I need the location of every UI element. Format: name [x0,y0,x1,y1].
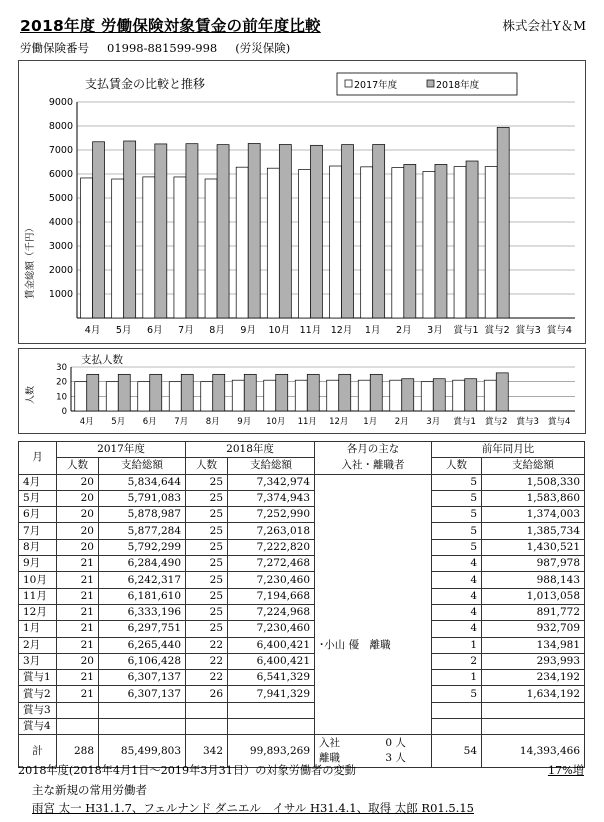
table-row [19,572,585,588]
total-2018: 7,230,460 [228,621,315,637]
bar-2018 [404,164,416,318]
bar-2018 [181,374,193,411]
changes-note [315,686,432,702]
header-month: 月 [19,442,57,475]
x-tick-label: 12月 [330,325,353,336]
total-2017: 5,834,644 [99,474,186,490]
y-tick-label: 2000 [48,265,73,276]
changes-note [315,702,432,718]
month-cell: 賞与3 [19,702,57,718]
month-cell: 6月 [19,507,57,523]
changes-note [315,604,432,620]
x-tick-label: 4月 [84,325,101,336]
bar-2017 [485,167,497,318]
join-unit: 人 [395,737,406,750]
people-diff [432,719,482,735]
month-cell: 7月 [19,523,57,539]
x-tick-label: 8月 [205,417,220,427]
y-tick-label: 4000 [48,217,73,228]
total-people-diff: 54 [432,735,482,768]
x-tick-label: 11月 [299,325,322,336]
people-2018: 25 [186,572,228,588]
y-axis-label: 人数 [26,385,36,405]
total-diff: 1,508,330 [482,474,585,490]
bar-2017 [327,380,339,411]
bar-2017 [423,171,435,318]
bar-2017 [143,177,155,318]
legend-swatch-2017 [345,80,352,87]
bar-2017 [138,382,150,411]
bar-2018 [307,374,319,411]
x-tick-label: 2月 [394,417,409,427]
people-2017: 20 [57,490,99,506]
people-2018: 25 [186,474,228,490]
x-tick-label: 1月 [364,325,381,336]
people-2017: 21 [57,556,99,572]
bar-2017 [298,170,310,318]
total-2017: 6,181,610 [99,588,186,604]
bar-2018 [93,142,105,318]
x-tick-label: 10月 [268,325,291,336]
bar-2018 [276,374,288,411]
bar-2018 [244,374,256,411]
x-tick-label: 10月 [266,417,286,427]
changes-note: ･小山 優 離職 [315,637,432,653]
y-tick-label: 1000 [48,289,73,300]
changes-note [315,621,432,637]
people-diff: 4 [432,556,482,572]
legend-label-2018: 2018年度 [436,80,480,91]
total-2018: 7,374,943 [228,490,315,506]
total-2017: 5,877,284 [99,523,186,539]
people-diff: 4 [432,572,482,588]
month-cell: 賞与4 [19,719,57,735]
total-diff [482,702,585,718]
people-2018: 22 [186,670,228,686]
people-2018: 25 [186,523,228,539]
people-2018: 25 [186,604,228,620]
people-diff: 5 [432,507,482,523]
table-row [19,670,585,686]
y-tick-label: 0 [61,407,67,417]
total-2018: 7,224,968 [228,604,315,620]
total-2017 [99,702,186,718]
bar-2017 [453,380,465,411]
wage-chart [19,61,585,343]
total-diff: 1,374,003 [482,507,585,523]
bar-2017 [169,382,181,411]
bar-2017 [205,179,217,318]
bar-2018 [370,374,382,411]
people-diff: 4 [432,588,482,604]
total-2018: 7,342,974 [228,474,315,490]
table-row [19,621,585,637]
total-diff: 1,013,058 [482,588,585,604]
x-tick-label: 5月 [115,325,132,336]
x-tick-label: 12月 [329,417,349,427]
insurance-number: 01998-881599-998 [107,41,218,55]
bar-2017 [392,168,404,318]
bar-2018 [466,161,478,318]
bar-2017 [81,178,93,318]
bar-2018 [435,164,447,318]
total-2017: 6,242,317 [99,572,186,588]
people-2017: 21 [57,572,99,588]
leave-unit: 人 [395,752,406,765]
x-tick-label: 賞与1 [453,417,476,427]
changes-note [315,719,432,735]
total-2017: 5,878,987 [99,507,186,523]
month-cell: 12月 [19,604,57,620]
headcount-chart [19,349,585,433]
people-2017: 20 [57,523,99,539]
x-tick-label: 賞与2 [484,325,510,336]
total-diff: 987,978 [482,556,585,572]
chart-title: 支払人数 [81,354,123,366]
total-diff: 234,192 [482,670,585,686]
bar-2017 [295,380,307,411]
changes-note [315,507,432,523]
month-cell: 10月 [19,572,57,588]
people-diff: 5 [432,523,482,539]
total-2018 [228,702,315,718]
bar-2017 [361,167,373,318]
people-2018: 25 [186,490,228,506]
header-yoy: 前年同月比 [432,442,585,458]
x-tick-label: 11月 [297,417,317,427]
x-tick-label: 8月 [209,325,225,336]
total-label: 計 [19,735,57,768]
headcount-chart-frame [18,348,586,434]
people-2017: 21 [57,670,99,686]
bar-2017 [201,382,213,411]
people-diff: 1 [432,637,482,653]
people-diff [432,702,482,718]
people-2017: 21 [57,604,99,620]
month-cell: 4月 [19,474,57,490]
changes-note [315,474,432,490]
join-count: 0 [385,737,393,750]
total-diff [482,719,585,735]
x-tick-label: 賞与1 [453,325,479,336]
bar-2018 [87,374,99,411]
table-row [19,702,585,718]
x-tick-label: 賞与3 [515,325,541,336]
total-2018: 7,252,990 [228,507,315,523]
total-2017: 6,106,428 [99,653,186,669]
total-2018: 7,263,018 [228,523,315,539]
table-row [19,523,585,539]
bar-2018 [118,374,130,411]
y-tick-label: 20 [56,377,67,388]
total-diff: 1,583,860 [482,490,585,506]
people-2017: 21 [57,588,99,604]
month-cell: 8月 [19,539,57,555]
header-changes-1: 各月の主な [315,442,432,458]
y-tick-label: 10 [56,392,67,403]
x-tick-label: 4月 [79,417,94,427]
changes-note [315,539,432,555]
table-row [19,637,585,653]
total-2017: 6,297,751 [99,621,186,637]
total-diff: 1,385,734 [482,523,585,539]
people-2018: 25 [186,588,228,604]
bar-2017 [358,380,370,411]
header-people-diff: 人数 [432,458,482,474]
people-2017: 21 [57,637,99,653]
bar-2018 [248,143,260,318]
total-2017: 5,792,299 [99,539,186,555]
header-total-diff: 支給総額 [482,458,585,474]
header-total-2018: 支給総額 [228,458,315,474]
x-tick-label: 7月 [174,417,189,427]
x-tick-label: 7月 [178,325,194,336]
increase-rate: 17%増 [547,764,584,777]
table-row [19,653,585,669]
table-row [19,556,585,572]
chart-title: 支払賃金の比較と推移 [85,77,206,91]
changes-note [315,572,432,588]
changes-note [315,588,432,604]
bar-2018 [310,145,322,318]
bar-2017 [264,380,276,411]
total-2017: 6,265,440 [99,637,186,653]
people-2018 [186,719,228,735]
insurance-number-label: 労働保険番号 [20,41,89,55]
month-cell: 賞与1 [19,670,57,686]
changes-note [315,653,432,669]
people-2017 [57,719,99,735]
total-2017 [99,719,186,735]
bar-2018 [433,379,445,411]
total-2018 [228,719,315,735]
people-2017: 21 [57,686,99,702]
y-tick-label: 9000 [48,97,73,108]
y-tick-label: 8000 [48,121,73,132]
header-total-2017: 支給総額 [99,458,186,474]
bar-2017 [174,177,186,318]
bar-2018 [217,145,229,318]
people-diff: 1 [432,670,482,686]
total-wage-2018: 99,893,269 [228,735,315,768]
y-tick-label: 7000 [48,145,73,156]
legend-swatch-2018 [427,80,434,87]
changes-note [315,556,432,572]
x-tick-label: 賞与4 [548,417,571,427]
x-tick-label: 1月 [363,417,378,427]
y-tick-label: 6000 [48,169,73,180]
period-text: 2018年度(2018年4月1日～2019年3月31日）の対象労働者の変動 [18,764,356,777]
total-2017: 6,307,137 [99,686,186,702]
header-2018: 2018年度 [186,442,315,458]
total-2017: 6,284,490 [99,556,186,572]
total-people-2017: 288 [57,735,99,768]
insurance-info [20,40,308,56]
wage-comparison-table [18,441,585,768]
legend-label-2017: 2017年度 [354,80,398,91]
new-workers-list: 雨宮 太一 H31.1.7、フェルナンド ダニエル イサル H31.4.1、取得 太郎 R01.5.15 [32,801,474,815]
people-2018: 25 [186,539,228,555]
bar-2018 [497,127,509,318]
total-diff: 932,709 [482,621,585,637]
y-tick-label: 5000 [48,193,73,204]
people-diff: 4 [432,621,482,637]
table-row [19,588,585,604]
x-tick-label: 6月 [147,325,163,336]
bar-2018 [496,373,508,411]
people-2017: 20 [57,474,99,490]
total-2018: 7,230,460 [228,572,315,588]
bar-2017 [75,382,87,411]
people-2018 [186,702,228,718]
month-cell: 9月 [19,556,57,572]
people-2018: 25 [186,621,228,637]
leave-label: 離職 [319,752,341,765]
people-2018: 25 [186,507,228,523]
table-row [19,539,585,555]
bar-2017 [421,382,433,411]
total-2018: 7,194,668 [228,588,315,604]
bar-2018 [155,144,167,318]
bar-2018 [150,374,162,411]
y-tick-label: 3000 [48,241,73,252]
month-cell: 5月 [19,490,57,506]
bar-2017 [390,380,402,411]
people-diff: 5 [432,474,482,490]
x-tick-label: 3月 [427,325,443,336]
month-cell: 11月 [19,588,57,604]
bar-2017 [484,380,496,411]
total-wage-diff: 14,393,466 [482,735,585,768]
people-diff: 5 [432,539,482,555]
bar-2018 [186,144,198,318]
bar-2018 [342,145,354,318]
total-2018: 7,222,820 [228,539,315,555]
people-2017: 20 [57,539,99,555]
people-diff: 5 [432,490,482,506]
x-tick-label: 3月 [426,417,441,427]
month-cell: 賞与2 [19,686,57,702]
join-label: 入社 [319,737,341,750]
people-diff: 2 [432,653,482,669]
table-row [19,474,585,490]
table-row [19,507,585,523]
bar-2018 [465,379,477,411]
bar-2018 [402,379,414,411]
x-tick-label: 賞与4 [546,325,572,336]
bar-2018 [279,144,291,318]
people-2018: 26 [186,686,228,702]
total-diff: 988,143 [482,572,585,588]
total-wage-2017: 85,499,803 [99,735,186,768]
insurance-type: (労災保険) [235,41,291,55]
bar-2017 [330,166,342,318]
total-diff: 891,772 [482,604,585,620]
x-tick-label: 6月 [142,417,157,427]
bar-2017 [112,179,124,318]
month-cell: 1月 [19,621,57,637]
page-title: 2018年度 労働保険対象賃金の前年度比較 [20,17,321,35]
total-2018: 7,941,329 [228,686,315,702]
people-2017: 20 [57,507,99,523]
people-2018: 22 [186,653,228,669]
bar-2018 [124,141,136,318]
month-cell: 2月 [19,637,57,653]
y-tick-label: 30 [56,363,67,373]
total-diff: 1,430,521 [482,539,585,555]
people-2017: 21 [57,621,99,637]
bar-2017 [267,168,279,318]
people-diff: 4 [432,604,482,620]
bar-2018 [339,374,351,411]
bar-2018 [213,374,225,411]
changes-note [315,670,432,686]
header-changes-2: 入社・離職者 [315,458,432,474]
people-diff: 5 [432,686,482,702]
header-2017: 2017年度 [57,442,186,458]
total-2018: 6,541,329 [228,670,315,686]
header-people-2017: 人数 [57,458,99,474]
bar-2017 [236,167,248,318]
changes-note [315,490,432,506]
leave-count: 3 [385,752,393,765]
total-2018: 6,400,421 [228,637,315,653]
x-tick-label: 9月 [240,325,256,336]
y-axis-label: 賃金総額（千円） [25,222,36,300]
people-2018: 25 [186,556,228,572]
total-2017: 6,333,196 [99,604,186,620]
changes-note [315,523,432,539]
total-diff: 134,981 [482,637,585,653]
bar-2017 [232,380,244,411]
total-2018: 7,272,468 [228,556,315,572]
total-diff: 293,993 [482,653,585,669]
month-cell: 3月 [19,653,57,669]
wage-chart-frame [18,60,586,344]
new-workers-label: 主な新規の常用労働者 [32,783,147,797]
table-row [19,490,585,506]
x-tick-label: 賞与2 [485,417,508,427]
total-2018: 6,400,421 [228,653,315,669]
x-tick-label: 9月 [237,417,252,427]
bar-2017 [106,382,118,411]
bar-2017 [454,167,466,318]
people-2018: 22 [186,637,228,653]
people-2017 [57,702,99,718]
total-people-2018: 342 [186,735,228,768]
header-people-2018: 人数 [186,458,228,474]
company-name: 株式会社Y＆M [502,18,586,33]
total-diff: 1,634,192 [482,686,585,702]
people-2017: 20 [57,653,99,669]
table-row [19,719,585,735]
x-tick-label: 2月 [396,325,412,336]
bar-2018 [373,144,385,318]
table-row [19,604,585,620]
total-2017: 6,307,137 [99,670,186,686]
x-tick-label: 5月 [111,417,126,427]
table-row [19,686,585,702]
total-2017: 5,791,083 [99,490,186,506]
x-tick-label: 賞与3 [516,417,539,427]
